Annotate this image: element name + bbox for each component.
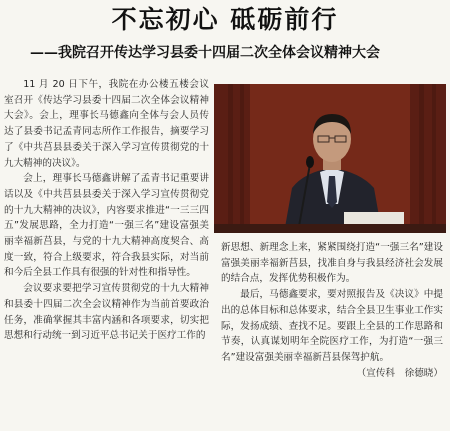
paragraph-4: 最后，马德鑫要求，要对照报告及《决议》中提出的总体目标和总体要求，结合全县卫生事业工作实际，发扬成绩、查找不足。要跟上全县的工作思路和节奏，认真谋划明年全院医疗工作，为打造“一强三名”建设富强美丽幸福新莒县保驾护航。 (221, 289, 443, 363)
article-subtitle: ——我院召开传达学习县委十四届二次全体会议精神大会 (30, 45, 380, 61)
right-column (221, 240, 443, 381)
paragraph-3: 会议要求要把学习宣传贯彻党的十九大精神和县委十四届二次全会议精神作为当前首要政治任务，准确掌握其丰富内涵和各项要求，切实把思想和行动统一到习近平总书记关于医疗工作的 (4, 283, 209, 342)
left-column (4, 77, 209, 344)
article-title: 不忘初心 砥砺前行 (111, 5, 339, 34)
speaker-photo (214, 84, 446, 233)
paragraph-1: 11 月 20 日下午，我院在办公楼五楼会议室召开《传达学习县委十四届二次全体会议精神大会》。会上，理事长马德鑫向全体与会人员传达了县委书记孟青同志所作工作报告，摘要学习了《中共莒县县委关于深入学习宣传贯彻党的十九大精神的决议》。 (4, 79, 209, 169)
paragraph-3-continued: 新思想、新理念上来，紧紧围绕打造“一强三名”建设富强美丽幸福新莒县，找准自身与我县经济社会发展的结合点，发挥优势积极作为。 (221, 242, 443, 285)
paragraph-2: 会上，理事长马德鑫讲解了孟青书记重要讲话以及《中共莒县县委关于深入学习宣传贯彻党的十九大精神的决议》，内容要求推进“一三三四五”发展思路，全力打造“一强三名”建设富强美丽幸福新莒县，与党的十九大精神高度契合、高度一致，符合上级要求，符合我县实际，对当前和今后全县工作具有很强的针对性和指导性。 (4, 173, 209, 279)
author-credit: （宣传科 徐德晓） (356, 367, 443, 379)
speaker-photo-illustration (214, 84, 446, 233)
